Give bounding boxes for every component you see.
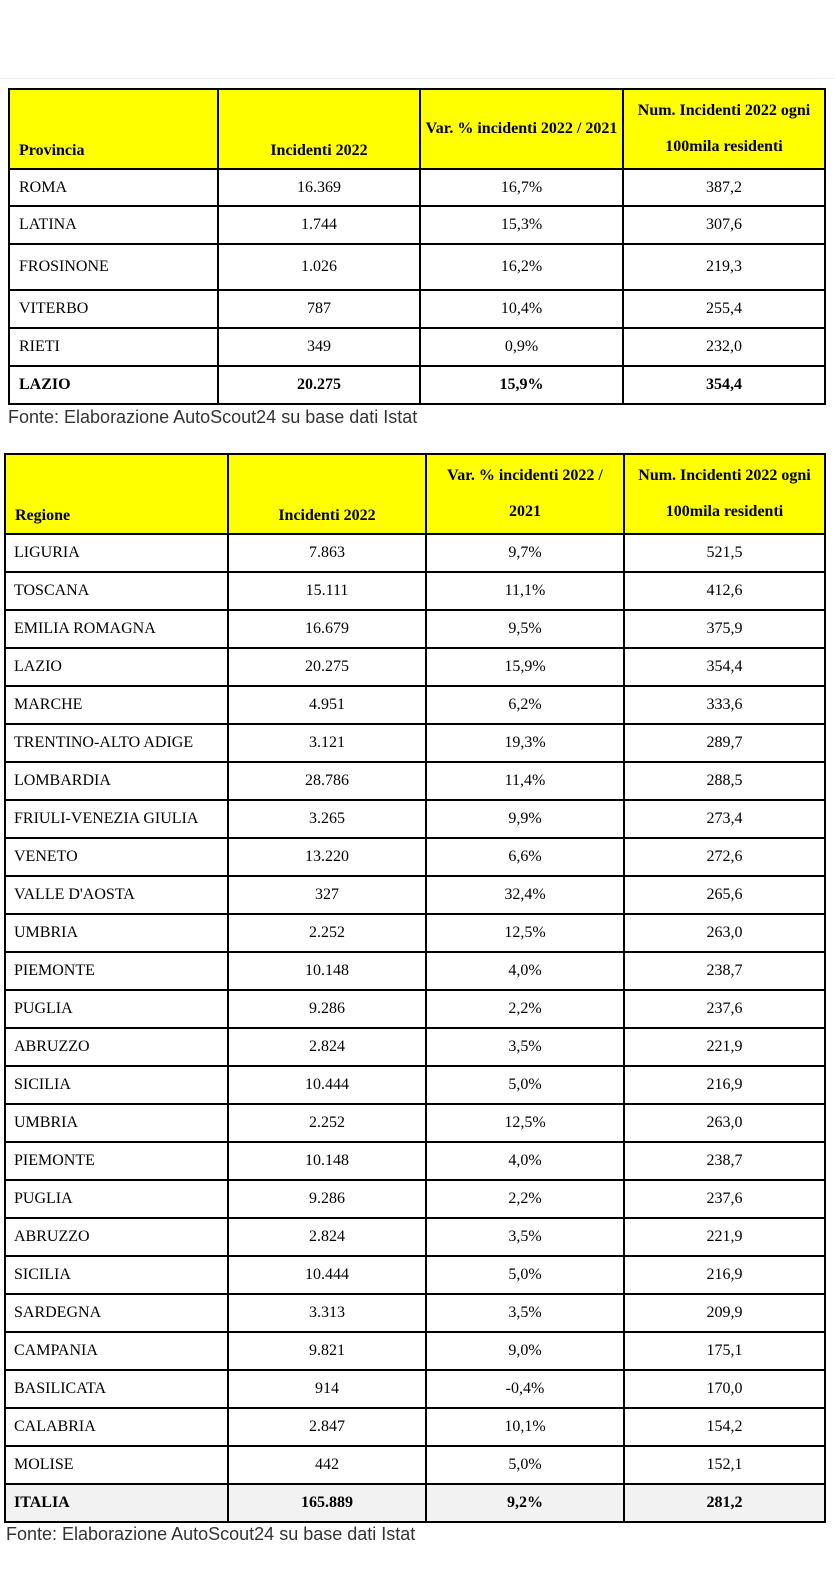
cell-incidents: 442 [228,1446,426,1484]
cell-name: LAZIO [5,648,228,686]
cell-name: ABRUZZO [5,1028,228,1066]
cell-incidents: 2.252 [228,1104,426,1142]
cell-incidents: 10.444 [228,1066,426,1104]
region-incidents-table [4,453,826,1523]
table-row [9,206,825,244]
cell-change: 11,4% [426,762,624,800]
cell-incidents: 2.252 [228,914,426,952]
cell-per-100k: 232,0 [623,328,825,366]
cell-name: ROMA [9,169,218,206]
cell-per-100k: 288,5 [624,762,825,800]
cell-change: 9,7% [426,534,624,572]
cell-change: 32,4% [426,876,624,914]
cell-name: FROSINONE [9,244,218,290]
cell-per-100k: 412,6 [624,572,825,610]
total-cell-name: ITALIA [5,1484,228,1522]
cell-per-100k: 216,9 [624,1066,825,1104]
header-per-100k: Num. Incidenti 2022 ogni 100mila residenti [624,454,825,534]
cell-incidents: 2.824 [228,1218,426,1256]
cell-name: SICILIA [5,1256,228,1294]
table-row [5,1408,825,1446]
cell-name: VITERBO [9,290,218,328]
cell-name: SARDEGNA [5,1294,228,1332]
cell-change: 12,5% [426,914,624,952]
cell-name: MARCHE [5,686,228,724]
total-cell-incidents: 20.275 [218,366,420,404]
cell-incidents: 3.121 [228,724,426,762]
cell-incidents: 16.369 [218,169,420,206]
table-row [9,290,825,328]
header-incidents-2022: Incidenti 2022 [228,454,426,534]
total-row [9,366,825,404]
cell-incidents: 15.111 [228,572,426,610]
cell-incidents: 7.863 [228,534,426,572]
cell-incidents: 1.744 [218,206,420,244]
table-row [5,762,825,800]
cell-per-100k: 237,6 [624,990,825,1028]
cell-change: 6,2% [426,686,624,724]
cell-per-100k: 265,6 [624,876,825,914]
cell-per-100k: 219,3 [623,244,825,290]
total-cell-change: 15,9% [420,366,623,404]
cell-name: VENETO [5,838,228,876]
table-row [5,1370,825,1408]
cell-per-100k: 387,2 [623,169,825,206]
cell-change: 15,9% [426,648,624,686]
cell-per-100k: 354,4 [624,648,825,686]
table-row [5,876,825,914]
table-row [9,169,825,206]
cell-change: 4,0% [426,1142,624,1180]
cell-per-100k: 307,6 [623,206,825,244]
table-row [5,1028,825,1066]
cell-change: 4,0% [426,952,624,990]
total-cell-change: 9,2% [426,1484,624,1522]
header-province: Provincia [9,89,218,169]
cell-change: 3,5% [426,1028,624,1066]
table-row [5,1142,825,1180]
cell-change: 10,1% [426,1408,624,1446]
cell-incidents: 10.444 [228,1256,426,1294]
page-top-blank [0,0,835,80]
table-row [9,328,825,366]
header-incidents-2022: Incidenti 2022 [218,89,420,169]
cell-incidents: 9.286 [228,990,426,1028]
cell-incidents: 4.951 [228,686,426,724]
table-row [5,990,825,1028]
cell-name: UMBRIA [5,914,228,952]
cell-change: 11,1% [426,572,624,610]
table-row [5,572,825,610]
cell-per-100k: 521,5 [624,534,825,572]
table-row [5,1066,825,1104]
cell-per-100k: 209,9 [624,1294,825,1332]
total-row [5,1484,825,1522]
cell-change: 15,3% [420,206,623,244]
cell-per-100k: 375,9 [624,610,825,648]
cell-per-100k: 273,4 [624,800,825,838]
total-cell-per-100k: 354,4 [623,366,825,404]
cell-incidents: 9.286 [228,1180,426,1218]
cell-change: 9,0% [426,1332,624,1370]
cell-per-100k: 175,1 [624,1332,825,1370]
cell-change: 0,9% [420,328,623,366]
cell-incidents: 9.821 [228,1332,426,1370]
cell-per-100k: 216,9 [624,1256,825,1294]
table-row [5,838,825,876]
cell-per-100k: 272,6 [624,838,825,876]
table-row [5,724,825,762]
cell-name: CAMPANIA [5,1332,228,1370]
total-cell-per-100k: 281,2 [624,1484,825,1522]
cell-name: LATINA [9,206,218,244]
cell-change: -0,4% [426,1370,624,1408]
cell-change: 10,4% [420,290,623,328]
cell-name: PUGLIA [5,990,228,1028]
cell-change: 2,2% [426,990,624,1028]
total-cell-name: LAZIO [9,366,218,404]
cell-name: CALABRIA [5,1408,228,1446]
cell-name: UMBRIA [5,1104,228,1142]
cell-name: VALLE D'AOSTA [5,876,228,914]
table-row [5,1332,825,1370]
cell-name: LOMBARDIA [5,762,228,800]
divider [0,78,835,79]
cell-incidents: 10.148 [228,1142,426,1180]
cell-per-100k: 221,9 [624,1218,825,1256]
table-row [5,1218,825,1256]
header-per-100k: Num. Incidenti 2022 ogni 100mila residenti [623,89,825,169]
cell-per-100k: 152,1 [624,1446,825,1484]
table-row [5,1104,825,1142]
table-row [5,610,825,648]
cell-per-100k: 237,6 [624,1180,825,1218]
cell-change: 2,2% [426,1180,624,1218]
cell-incidents: 349 [218,328,420,366]
cell-name: LIGURIA [5,534,228,572]
cell-per-100k: 289,7 [624,724,825,762]
source-note: Fonte: Elaborazione AutoScout24 su base dati Istat [6,1524,416,1544]
total-cell-incidents: 165.889 [228,1484,426,1522]
cell-change: 16,2% [420,244,623,290]
cell-name: ABRUZZO [5,1218,228,1256]
cell-incidents: 28.786 [228,762,426,800]
table-row [5,1256,825,1294]
cell-change: 3,5% [426,1294,624,1332]
cell-name: BASILICATA [5,1370,228,1408]
table-row [5,1294,825,1332]
cell-name: RIETI [9,328,218,366]
cell-change: 19,3% [426,724,624,762]
header-change-percent: Var. % incidenti 2022 / 2021 [426,454,624,534]
cell-change: 16,7% [420,169,623,206]
cell-name: SICILIA [5,1066,228,1104]
cell-change: 5,0% [426,1256,624,1294]
cell-incidents: 3.313 [228,1294,426,1332]
cell-per-100k: 238,7 [624,952,825,990]
cell-per-100k: 263,0 [624,914,825,952]
cell-incidents: 10.148 [228,952,426,990]
cell-per-100k: 154,2 [624,1408,825,1446]
table-row [9,244,825,290]
source-note: Fonte: Elaborazione AutoScout24 su base dati Istat [8,407,418,427]
cell-change: 5,0% [426,1066,624,1104]
cell-name: MOLISE [5,1446,228,1484]
cell-per-100k: 255,4 [623,290,825,328]
cell-per-100k: 263,0 [624,1104,825,1142]
cell-name: TRENTINO-ALTO ADIGE [5,724,228,762]
header-region: Regione [5,454,228,534]
cell-incidents: 914 [228,1370,426,1408]
cell-incidents: 13.220 [228,838,426,876]
cell-incidents: 787 [218,290,420,328]
cell-change: 9,9% [426,800,624,838]
table-row [5,686,825,724]
cell-name: TOSCANA [5,572,228,610]
cell-incidents: 327 [228,876,426,914]
cell-name: FRIULI-VENEZIA GIULIA [5,800,228,838]
cell-incidents: 3.265 [228,800,426,838]
table-row [5,1180,825,1218]
table-header-row [9,89,825,169]
province-incidents-table [8,88,826,405]
cell-incidents: 1.026 [218,244,420,290]
cell-incidents: 20.275 [228,648,426,686]
cell-change: 9,5% [426,610,624,648]
cell-change: 6,6% [426,838,624,876]
cell-incidents: 2.847 [228,1408,426,1446]
cell-per-100k: 221,9 [624,1028,825,1066]
table-row [5,1446,825,1484]
table-row [5,800,825,838]
table-row [5,648,825,686]
cell-name: PIEMONTE [5,952,228,990]
cell-change: 12,5% [426,1104,624,1142]
cell-incidents: 2.824 [228,1028,426,1066]
table-header-row [5,454,825,534]
cell-per-100k: 170,0 [624,1370,825,1408]
cell-per-100k: 238,7 [624,1142,825,1180]
cell-incidents: 16.679 [228,610,426,648]
table-row [5,952,825,990]
cell-per-100k: 333,6 [624,686,825,724]
cell-name: PUGLIA [5,1180,228,1218]
cell-change: 3,5% [426,1218,624,1256]
cell-name: PIEMONTE [5,1142,228,1180]
header-change-percent: Var. % incidenti 2022 / 2021 [420,89,623,169]
table-row [5,534,825,572]
cell-change: 5,0% [426,1446,624,1484]
table-row [5,914,825,952]
cell-name: EMILIA ROMAGNA [5,610,228,648]
